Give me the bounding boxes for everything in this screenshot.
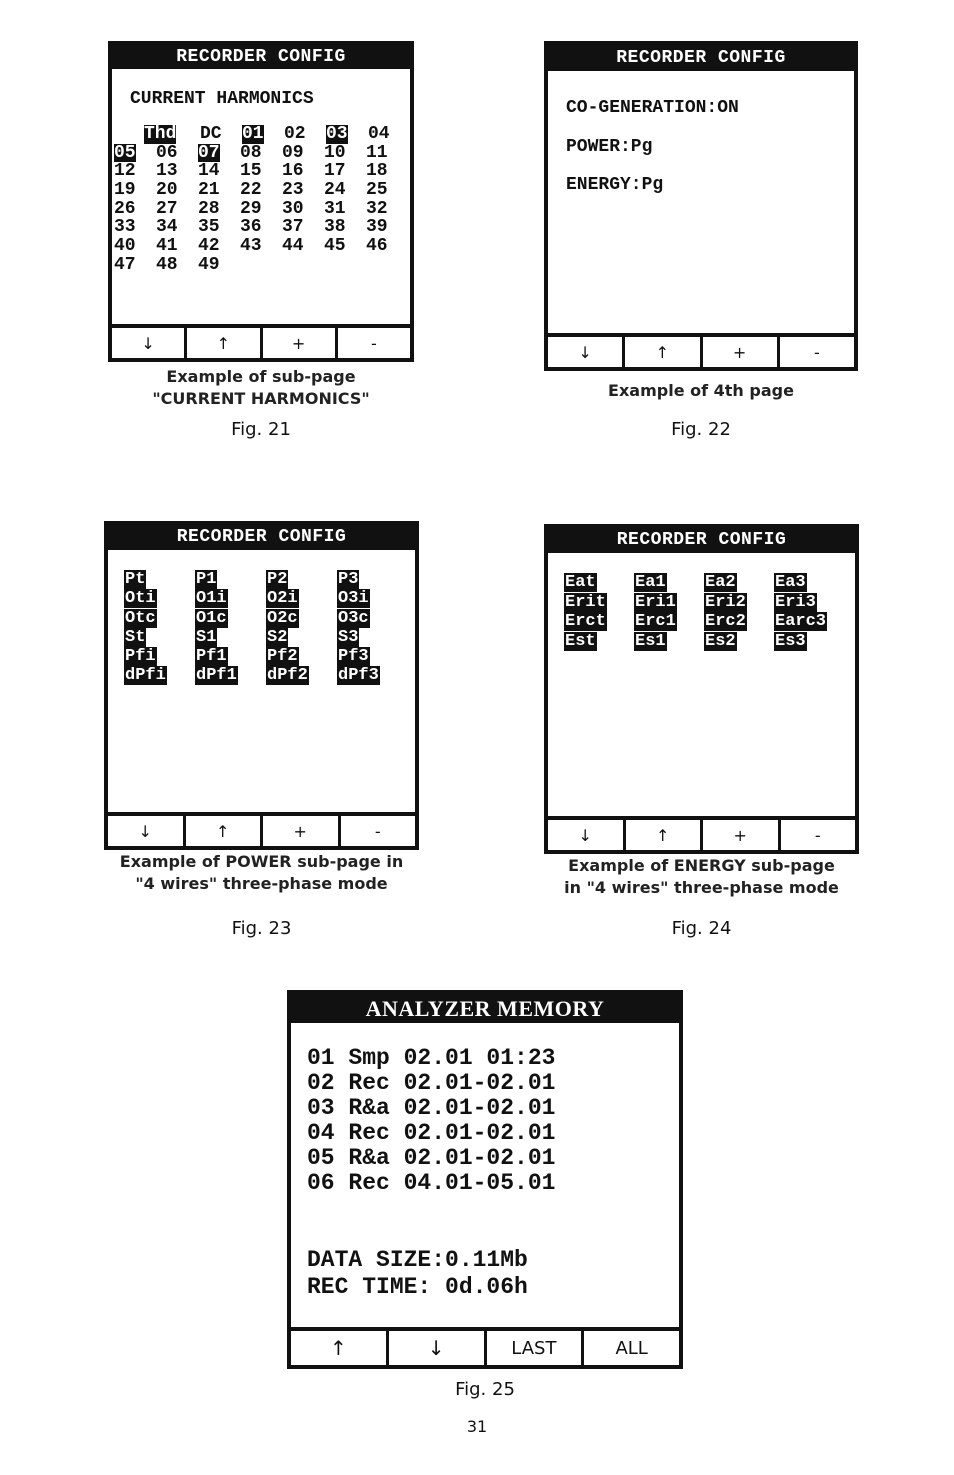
fig24-energy-grid [564, 573, 832, 651]
harmonic-item[interactable]: 14 [198, 161, 220, 182]
fig23-plus-button[interactable]: + [263, 816, 338, 846]
energy-column [564, 573, 622, 651]
energy-item[interactable]: Eri3 [775, 592, 816, 612]
harmonic-item[interactable]: 13 [156, 161, 178, 182]
fig21-minus-button[interactable]: - [338, 328, 410, 358]
memory-entry[interactable]: 01 Smp 02.01 01:23 [307, 1045, 556, 1071]
energy-item[interactable]: Es3 [775, 631, 806, 651]
fig23-screen [104, 521, 419, 850]
data-size: DATA SIZE:0.11Mb [307, 1247, 528, 1273]
fig23-up-button[interactable]: ↑ [186, 816, 261, 846]
power-item[interactable]: dPf1 [196, 666, 237, 686]
harmonic-item[interactable]: 27 [156, 198, 178, 219]
harmonic-item[interactable]: 32 [366, 198, 388, 219]
harmonic-item[interactable]: 02 [284, 124, 306, 144]
harmonic-item[interactable]: 01 [242, 124, 264, 144]
harmonic-item[interactable]: 36 [240, 217, 262, 238]
energy-item[interactable]: Earc3 [775, 612, 827, 631]
energy-item[interactable]: Erc1 [635, 612, 676, 631]
fig24-caption [544, 855, 859, 899]
fig21-caption-line2: "CURRENT HARMONICS" [152, 389, 370, 408]
energy-item[interactable]: Ea1 [635, 573, 666, 592]
fig22-title: RECORDER CONFIG [548, 45, 854, 71]
fig24-up-button[interactable]: ↑ [626, 820, 701, 850]
fig24-screen [544, 524, 859, 854]
fig21-button-bar [112, 324, 410, 358]
fig22-cogeneration: CO-GENERATION:ON [566, 98, 739, 118]
fig22-minus-button[interactable]: - [780, 337, 854, 367]
harmonic-item[interactable]: 07 [198, 142, 220, 163]
fig23-down-button[interactable]: ↓ [108, 816, 183, 846]
harmonic-item[interactable]: 39 [366, 217, 388, 238]
fig21-label: Fig. 21 [231, 419, 291, 440]
harmonic-item[interactable]: 19 [114, 180, 136, 201]
fig21-screen [108, 41, 414, 362]
power-item[interactable]: O2c [267, 608, 298, 628]
power-column [124, 570, 182, 686]
energy-item[interactable]: Ea3 [775, 573, 806, 592]
fig22-power: POWER:Pg [566, 136, 653, 157]
fig22-content [566, 89, 854, 205]
harmonic-item[interactable]: 47 [114, 254, 136, 275]
harmonic-item[interactable]: 40 [114, 236, 136, 257]
fig25-last-button[interactable]: LAST [487, 1331, 582, 1365]
power-item[interactable]: O1i [196, 589, 227, 609]
power-item[interactable]: dPf2 [267, 666, 308, 686]
fig21-up-button[interactable]: ↑ [187, 328, 259, 358]
fig23-caption-line2: "4 wires" three-phase mode [135, 874, 388, 893]
power-item[interactable]: S2 [267, 627, 288, 647]
harmonic-item[interactable]: 35 [198, 217, 220, 238]
power-item[interactable]: P3 [338, 570, 359, 589]
harmonic-item[interactable]: 23 [282, 180, 304, 201]
harmonic-item[interactable]: 12 [114, 161, 136, 182]
fig24-caption-line2: in "4 wires" three-phase mode [564, 878, 839, 897]
fig25-entries [307, 1046, 679, 1196]
power-item[interactable]: S3 [338, 627, 359, 647]
fig25-down-button[interactable]: ↓ [389, 1331, 484, 1365]
energy-item[interactable]: Erc2 [705, 612, 746, 631]
power-item[interactable]: P1 [196, 570, 217, 589]
fig24-down-button[interactable]: ↓ [548, 820, 623, 850]
fig21-title: RECORDER CONFIG [112, 45, 410, 69]
fig21-heading: CURRENT HARMONICS [130, 89, 314, 109]
harmonic-item[interactable]: 49 [198, 254, 220, 275]
harmonic-item[interactable]: 06 [156, 142, 178, 163]
harmonic-item[interactable]: 42 [198, 236, 220, 257]
power-item[interactable]: S1 [196, 627, 217, 647]
power-column [266, 570, 324, 686]
harmonic-item[interactable]: 21 [198, 180, 220, 201]
power-item[interactable]: Pf1 [196, 647, 227, 667]
power-item[interactable]: dPf3 [338, 666, 379, 686]
fig24-label: Fig. 24 [671, 918, 732, 939]
energy-item[interactable]: Eri2 [705, 592, 746, 612]
power-item[interactable]: P2 [267, 570, 288, 589]
harmonic-item[interactable]: 09 [282, 142, 304, 163]
memory-entry[interactable]: 04 Rec 02.01-02.01 [307, 1120, 556, 1146]
energy-item[interactable]: Ea2 [705, 573, 736, 592]
fig23-button-bar [108, 812, 415, 846]
fig21-plus-button[interactable]: + [263, 328, 335, 358]
fig23-minus-button[interactable]: - [341, 816, 416, 846]
harmonic-item[interactable]: DC [200, 124, 222, 144]
harmonic-item[interactable]: 34 [156, 217, 178, 238]
rec-time: REC TIME: 0d.06h [307, 1274, 528, 1300]
fig25-all-button[interactable]: ALL [584, 1331, 679, 1365]
power-item[interactable]: Pf2 [267, 647, 298, 667]
power-item[interactable]: O1c [196, 608, 227, 628]
harmonic-item[interactable]: 04 [368, 124, 390, 144]
harmonic-item[interactable]: 26 [114, 198, 136, 219]
harmonic-item[interactable]: 29 [240, 198, 262, 219]
harmonic-item[interactable]: 41 [156, 236, 178, 257]
energy-column [774, 573, 832, 651]
energy-column [634, 573, 692, 651]
harmonic-item[interactable]: 18 [366, 161, 388, 182]
fig24-caption-line1: Example of ENERGY sub-page [568, 856, 835, 875]
harmonic-item[interactable]: 25 [366, 180, 388, 201]
harmonic-item[interactable]: 33 [114, 217, 136, 238]
harmonic-item[interactable]: 20 [156, 180, 178, 201]
fig22-up-button[interactable]: ↑ [625, 337, 699, 367]
fig23-title: RECORDER CONFIG [108, 525, 415, 550]
fig25-title: ANALYZER MEMORY [291, 994, 679, 1023]
energy-item[interactable]: Erct [565, 612, 606, 631]
fig22-label: Fig. 22 [671, 419, 731, 440]
harmonic-item[interactable]: 45 [324, 236, 346, 257]
fig21-down-button[interactable]: ↓ [112, 328, 184, 358]
memory-entry[interactable]: 05 R&a 02.01-02.01 [307, 1145, 556, 1171]
fig25-button-bar [291, 1327, 679, 1365]
harmonic-item[interactable]: 15 [240, 161, 262, 182]
energy-item[interactable]: Erit [565, 592, 606, 612]
energy-item[interactable]: Es1 [635, 631, 666, 651]
harmonic-item[interactable]: 28 [198, 198, 220, 219]
harmonic-item[interactable]: 03 [326, 124, 348, 144]
harmonic-item[interactable]: 31 [324, 198, 346, 219]
memory-entry[interactable]: 03 R&a 02.01-02.01 [307, 1095, 556, 1121]
energy-item[interactable]: Eat [565, 573, 596, 592]
energy-column [704, 573, 762, 651]
harmonic-item[interactable]: 48 [156, 254, 178, 275]
energy-item[interactable]: Est [565, 631, 596, 651]
fig25-summary [307, 1247, 679, 1301]
harmonic-item[interactable]: 10 [324, 142, 346, 163]
power-item[interactable]: Pfi [125, 647, 156, 667]
fig23-caption-line1: Example of POWER sub-page in [119, 852, 404, 871]
power-item[interactable]: Oti [125, 589, 156, 609]
power-item[interactable]: O3c [338, 608, 369, 628]
harmonic-item[interactable]: 11 [366, 142, 388, 163]
harmonic-item[interactable]: 44 [282, 236, 304, 257]
fig24-title: RECORDER CONFIG [548, 528, 855, 553]
fig21-caption [108, 366, 414, 410]
fig25-screen [287, 990, 683, 1369]
fig22-caption: Example of 4th page [608, 381, 794, 400]
fig22-energy: ENERGY:Pg [566, 175, 664, 195]
fig23-power-grid [124, 570, 395, 686]
power-item[interactable]: O3i [338, 589, 369, 609]
fig24-minus-button[interactable]: - [781, 820, 856, 850]
page-number: 31 [466, 1417, 488, 1436]
harmonic-item[interactable]: 05 [114, 142, 136, 163]
harmonic-item[interactable]: 43 [240, 236, 262, 257]
power-column [337, 570, 395, 686]
fig23-caption [104, 851, 419, 895]
fig24-button-bar [548, 816, 855, 850]
fig22-down-button[interactable]: ↓ [548, 337, 622, 367]
harmonic-item[interactable]: 22 [240, 180, 262, 201]
fig25-up-button[interactable]: ↑ [291, 1331, 386, 1365]
harmonic-item[interactable]: 24 [324, 180, 346, 201]
memory-entry[interactable]: 06 Rec 04.01-05.01 [307, 1170, 556, 1196]
memory-entry[interactable]: 02 Rec 02.01-02.01 [307, 1070, 556, 1096]
harmonic-item[interactable]: Thd [144, 124, 177, 144]
fig23-label: Fig. 23 [231, 918, 292, 939]
power-item[interactable]: Pt [125, 570, 146, 589]
fig21-caption-line1: Example of sub-page [166, 367, 356, 386]
harmonic-item[interactable]: 46 [366, 236, 388, 257]
harmonic-item[interactable]: 16 [282, 161, 304, 182]
harmonic-item[interactable]: 37 [282, 217, 304, 238]
power-column [195, 570, 253, 686]
fig22-screen [544, 41, 858, 371]
power-item[interactable]: Otc [125, 608, 156, 628]
power-item[interactable]: St [125, 627, 146, 647]
harmonic-item[interactable]: 08 [240, 142, 262, 163]
fig24-plus-button[interactable]: + [703, 820, 778, 850]
harmonic-item[interactable]: 17 [324, 161, 346, 182]
fig22-button-bar [548, 333, 854, 367]
energy-item[interactable]: Es2 [705, 631, 736, 651]
power-item[interactable]: Pf3 [338, 647, 369, 667]
fig22-plus-button[interactable]: + [703, 337, 777, 367]
harmonic-item[interactable]: 30 [282, 198, 304, 219]
power-item[interactable]: O2i [267, 589, 298, 609]
harmonic-item[interactable]: 38 [324, 217, 346, 238]
power-item[interactable]: dPfi [125, 666, 166, 686]
fig25-label: Fig. 25 [455, 1379, 515, 1400]
energy-item[interactable]: Eri1 [635, 592, 676, 612]
